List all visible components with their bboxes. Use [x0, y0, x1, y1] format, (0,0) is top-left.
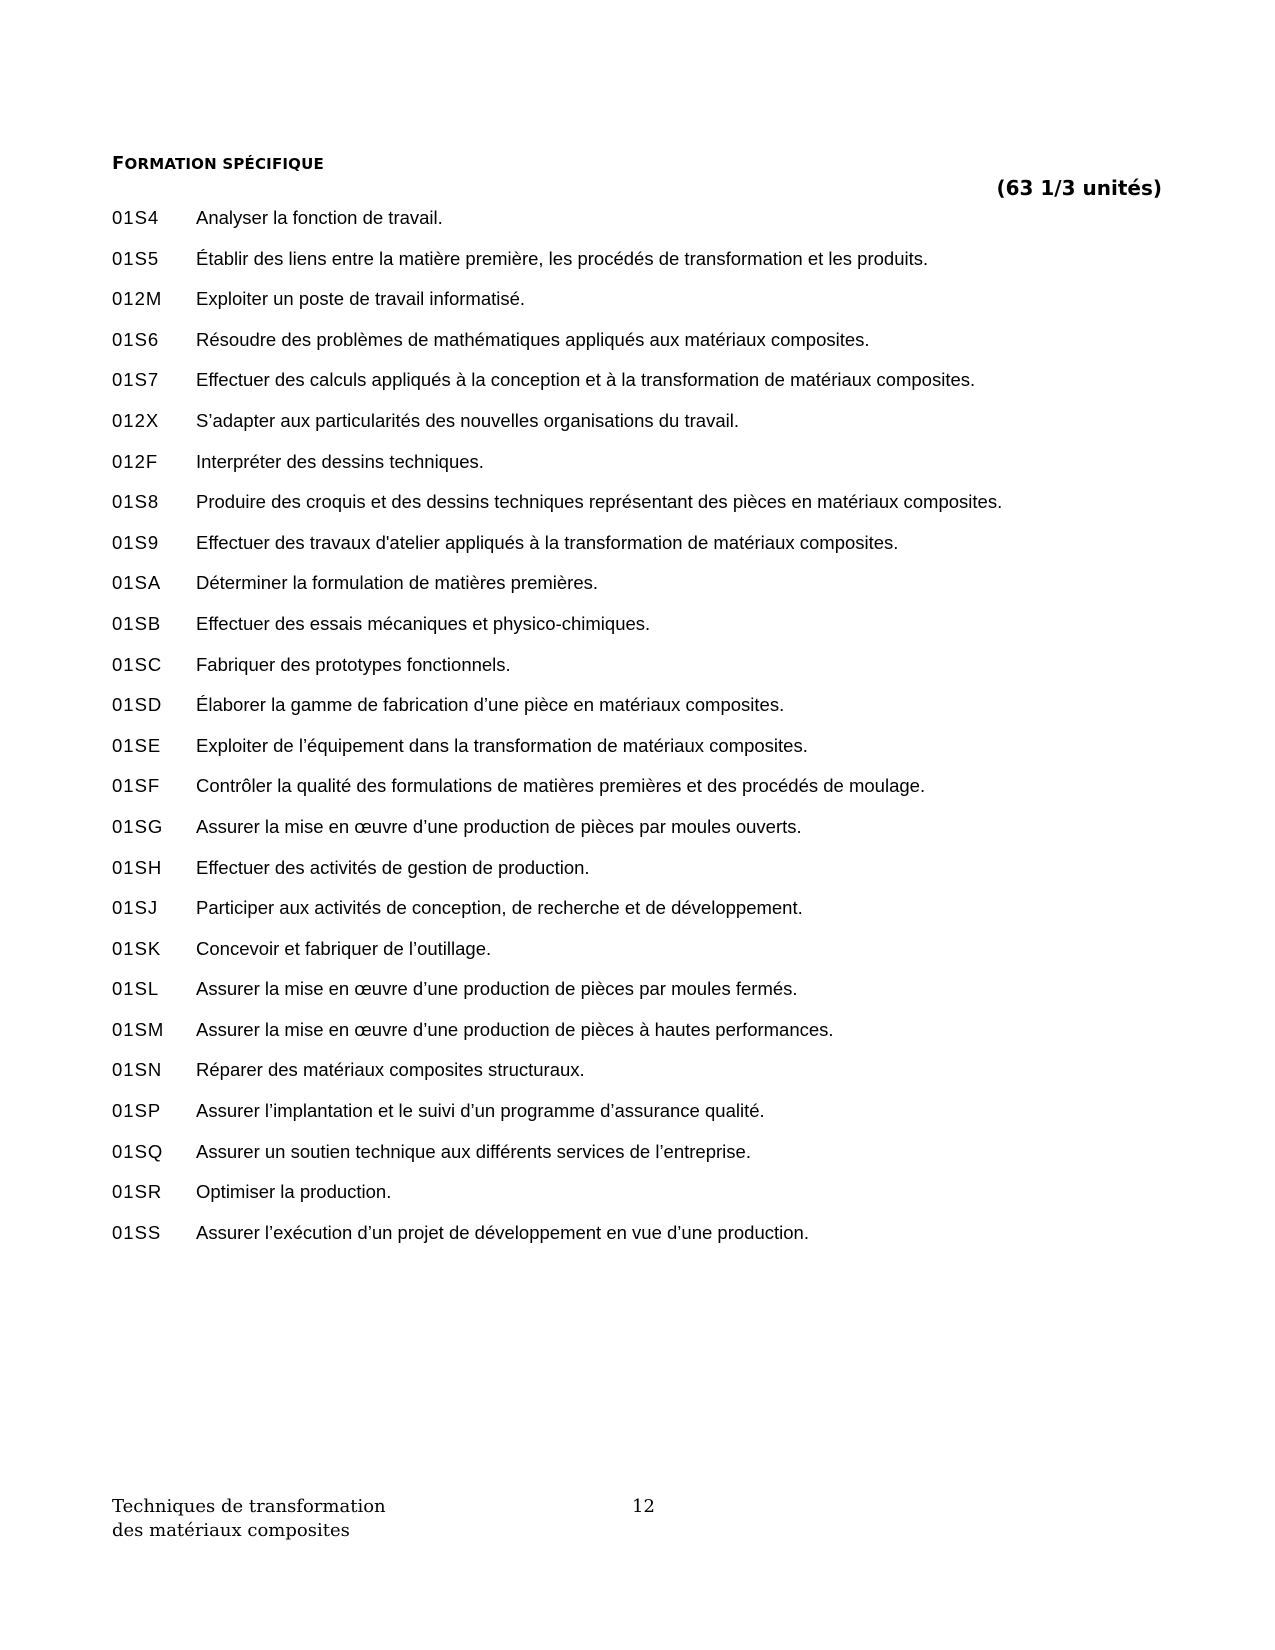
- course-row: [112, 654, 1172, 695]
- footer-line-2: des matériaux composites: [112, 1520, 350, 1541]
- course-title: Effectuer des travaux d'atelier appliqués à la transformation de matériaux composites.: [196, 531, 899, 553]
- course-code: 01SN: [112, 1059, 163, 1081]
- course-row: [112, 694, 1172, 735]
- course-title: Assurer l’implantation et le suivi d’un programme d’assurance qualité.: [196, 1100, 765, 1122]
- course-code: 01SS: [112, 1221, 162, 1243]
- course-code: 01SB: [112, 612, 162, 634]
- course-title: Assurer l’exécution d’un projet de développement en vue d’une production.: [196, 1221, 809, 1243]
- course-row: [112, 532, 1172, 573]
- course-title: Produire des croquis et des dessins techniques représentant des pièces en matériaux composites.: [196, 491, 1003, 513]
- course-row: [112, 572, 1172, 613]
- course-title: Concevoir et fabriquer de l’outillage.: [196, 937, 492, 959]
- section-title-rest: ORMATION SPÉCIFIQUE: [124, 155, 324, 173]
- course-row: [112, 1222, 1172, 1263]
- course-code: 012M: [112, 288, 163, 310]
- course-code: 01SA: [112, 572, 162, 594]
- units-total: (63 1/3 unités): [996, 176, 1162, 200]
- section-title: [112, 153, 324, 174]
- course-row: [112, 491, 1172, 532]
- course-code: 01SE: [112, 734, 162, 756]
- course-row: [112, 775, 1172, 816]
- course-code: 01S8: [112, 491, 160, 513]
- course-title: Élaborer la gamme de fabrication d’une pièce en matériaux composites.: [196, 694, 785, 716]
- course-row: [112, 857, 1172, 898]
- course-title: Effectuer des calculs appliqués à la conception et à la transformation de matériaux composites.: [196, 369, 976, 391]
- course-code: 01SJ: [112, 897, 159, 919]
- course-code: 01SC: [112, 653, 163, 675]
- course-row: [112, 978, 1172, 1019]
- course-row: [112, 735, 1172, 776]
- course-row: [112, 329, 1172, 370]
- course-title: Contrôler la qualité des formulations de matières premières et des procédés de moulage.: [196, 775, 926, 797]
- course-row: [112, 816, 1172, 857]
- course-title: Optimiser la production.: [196, 1181, 392, 1203]
- course-code: 01S6: [112, 328, 160, 350]
- course-title: Participer aux activités de conception, de recherche et de développement.: [196, 897, 803, 919]
- course-code: 01SQ: [112, 1140, 164, 1162]
- course-title: Assurer la mise en œuvre d’une production de pièces par moules ouverts.: [196, 815, 802, 837]
- course-title: Fabriquer des prototypes fonctionnels.: [196, 653, 511, 675]
- footer-program-name: [112, 1495, 386, 1543]
- course-title: Assurer un soutien technique aux différents services de l’entreprise.: [196, 1140, 751, 1162]
- course-row: [112, 1100, 1172, 1141]
- course-row: [112, 613, 1172, 654]
- course-row: [112, 1019, 1172, 1060]
- course-code: 01SK: [112, 937, 162, 959]
- course-title: Interpréter des dessins techniques.: [196, 450, 484, 472]
- course-code: 01SP: [112, 1100, 162, 1122]
- course-title: Déterminer la formulation de matières premières.: [196, 572, 599, 594]
- course-row: [112, 410, 1172, 451]
- course-title: Exploiter de l’équipement dans la transformation de matériaux composites.: [196, 734, 808, 756]
- course-code: 01SD: [112, 694, 163, 716]
- course-title: Exploiter un poste de travail informatisé.: [196, 288, 526, 310]
- course-title: Effectuer des activités de gestion de production.: [196, 856, 590, 878]
- course-title: Assurer la mise en œuvre d’une production de pièces à hautes performances.: [196, 1018, 834, 1040]
- course-code: 01S7: [112, 369, 160, 391]
- course-row: [112, 1059, 1172, 1100]
- course-title: S’adapter aux particularités des nouvelles organisations du travail.: [196, 409, 739, 431]
- course-code: 01SL: [112, 978, 160, 1000]
- course-code: 01SR: [112, 1181, 163, 1203]
- footer-line-1: Techniques de transformation: [112, 1496, 386, 1517]
- course-title: Établir des liens entre la matière première, les procédés de transformation et les produits.: [196, 247, 929, 269]
- course-row: [112, 248, 1172, 289]
- course-title: Analyser la fonction de travail.: [196, 207, 443, 228]
- page-number: 12: [632, 1496, 655, 1517]
- course-code: 01S9: [112, 531, 160, 553]
- course-row: [112, 451, 1172, 492]
- course-code: 012F: [112, 450, 159, 472]
- course-row: [112, 288, 1172, 329]
- course-code: 01SM: [112, 1018, 165, 1040]
- course-code: 01S5: [112, 247, 160, 269]
- course-title: Effectuer des essais mécaniques et physico-chimiques.: [196, 612, 651, 634]
- course-code: 01SG: [112, 815, 164, 837]
- course-row: [112, 369, 1172, 410]
- course-code: 012X: [112, 409, 160, 431]
- course-code: 01S4: [112, 207, 160, 228]
- section-title-initial: F: [112, 153, 125, 174]
- course-row: [112, 897, 1172, 938]
- course-list: [112, 207, 1172, 1262]
- course-title: Assurer la mise en œuvre d’une production de pièces par moules fermés.: [196, 978, 798, 1000]
- course-title: Résoudre des problèmes de mathématiques appliqués aux matériaux composites.: [196, 328, 870, 350]
- course-title: Réparer des matériaux composites structuraux.: [196, 1059, 585, 1081]
- course-row: [112, 1181, 1172, 1222]
- course-row: [112, 938, 1172, 979]
- course-code: 01SH: [112, 856, 163, 878]
- course-code: 01SF: [112, 775, 161, 797]
- course-row: [112, 207, 1172, 248]
- course-row: [112, 1141, 1172, 1182]
